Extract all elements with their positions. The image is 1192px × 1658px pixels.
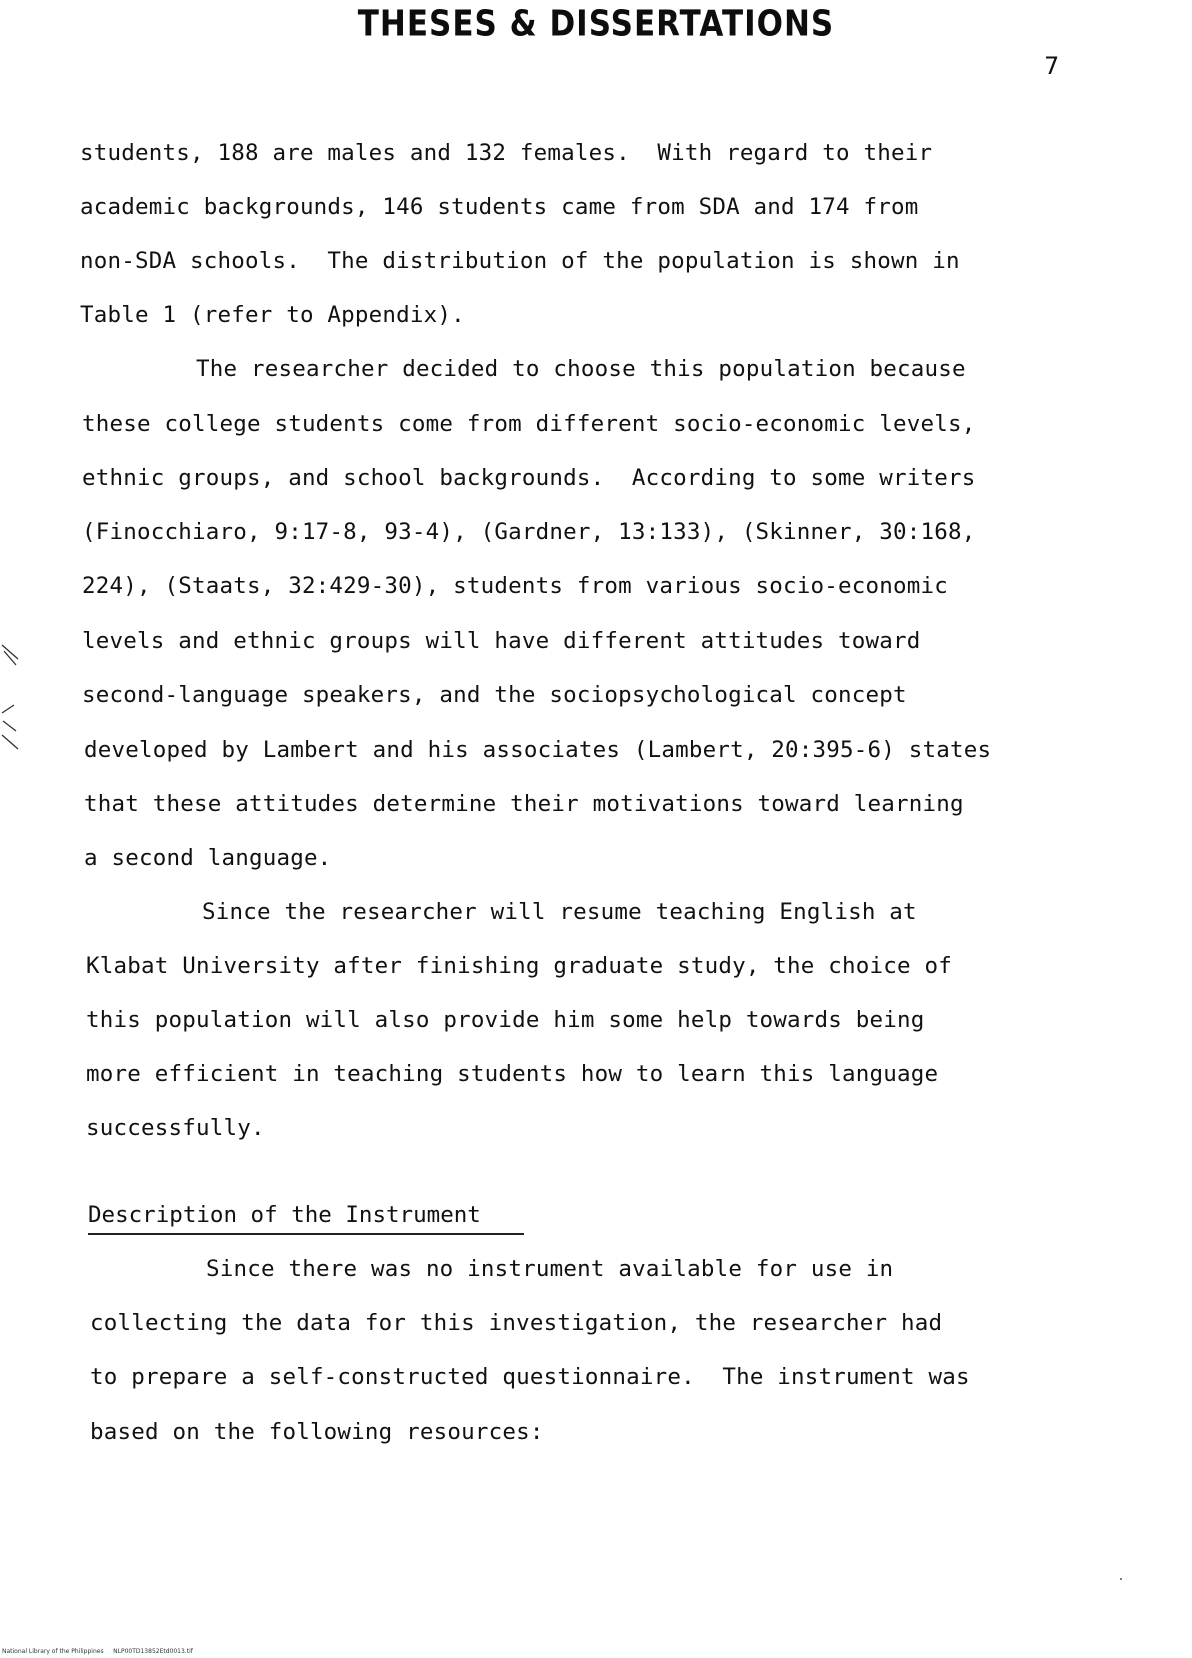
body-line: developed by Lambert and his associates (Lambert, 20:395-6) states — [84, 737, 992, 763]
body-line: (Finocchiaro, 9:17-8, 93-4), (Gardner, 13:133), (Skinner, 30:168, — [82, 519, 976, 545]
body-line: more efficient in teaching students how to learn this language — [86, 1061, 939, 1087]
body-line: academic backgrounds, 146 students came from SDA and 174 from — [80, 194, 919, 220]
body-line: successfully. — [86, 1115, 265, 1141]
body-line: Klabat University after finishing graduate study, the choice of — [86, 953, 953, 979]
scan-speck — [1120, 1578, 1122, 1580]
body-line: second-language speakers, and the sociopsychological concept — [82, 682, 907, 708]
heading-underline — [88, 1233, 524, 1235]
body-line: collecting the data for this investigation, the researcher had — [90, 1310, 943, 1336]
body-line: Table 1 (refer to Appendix). — [80, 302, 465, 328]
scan-footer — [2, 1648, 193, 1655]
theses-dissertations-stamp: THESES & DISSERTATIONS — [357, 3, 835, 45]
body-line: a second language. — [84, 845, 332, 871]
page-number: 7 — [1044, 52, 1060, 80]
body-line: non-SDA schools. The distribution of the population is shown in — [80, 248, 960, 274]
body-line: ethnic groups, and school backgrounds. According to some writers — [82, 465, 976, 491]
body-line: 224), (Staats, 32:429-30), students from various socio-economic — [82, 573, 949, 599]
body-line: Since there was no instrument available for use in — [206, 1256, 894, 1282]
body-line: Since the researcher will resume teaching English at — [202, 899, 917, 925]
scan-artifact-marks — [0, 585, 40, 785]
body-line: to prepare a self-constructed questionnaire. The instrument was — [90, 1364, 970, 1390]
body-line: this population will also provide him some help towards being — [86, 1007, 925, 1033]
footer-source: National Library of the Philippines — [2, 1648, 104, 1655]
body-line: levels and ethnic groups will have different attitudes toward — [82, 628, 921, 654]
section-heading: Description of the Instrument — [88, 1202, 481, 1228]
body-line: based on the following resources: — [90, 1419, 544, 1445]
body-line: that these attitudes determine their motivations toward learning — [84, 791, 964, 817]
footer-file: NLP00TD13852Etd0013.tif — [113, 1648, 193, 1655]
body-line: these college students come from different socio-economic levels, — [82, 411, 976, 437]
body-line: The researcher decided to choose this population because — [196, 356, 966, 382]
body-line: students, 188 are males and 132 females. With regard to their — [80, 140, 933, 166]
